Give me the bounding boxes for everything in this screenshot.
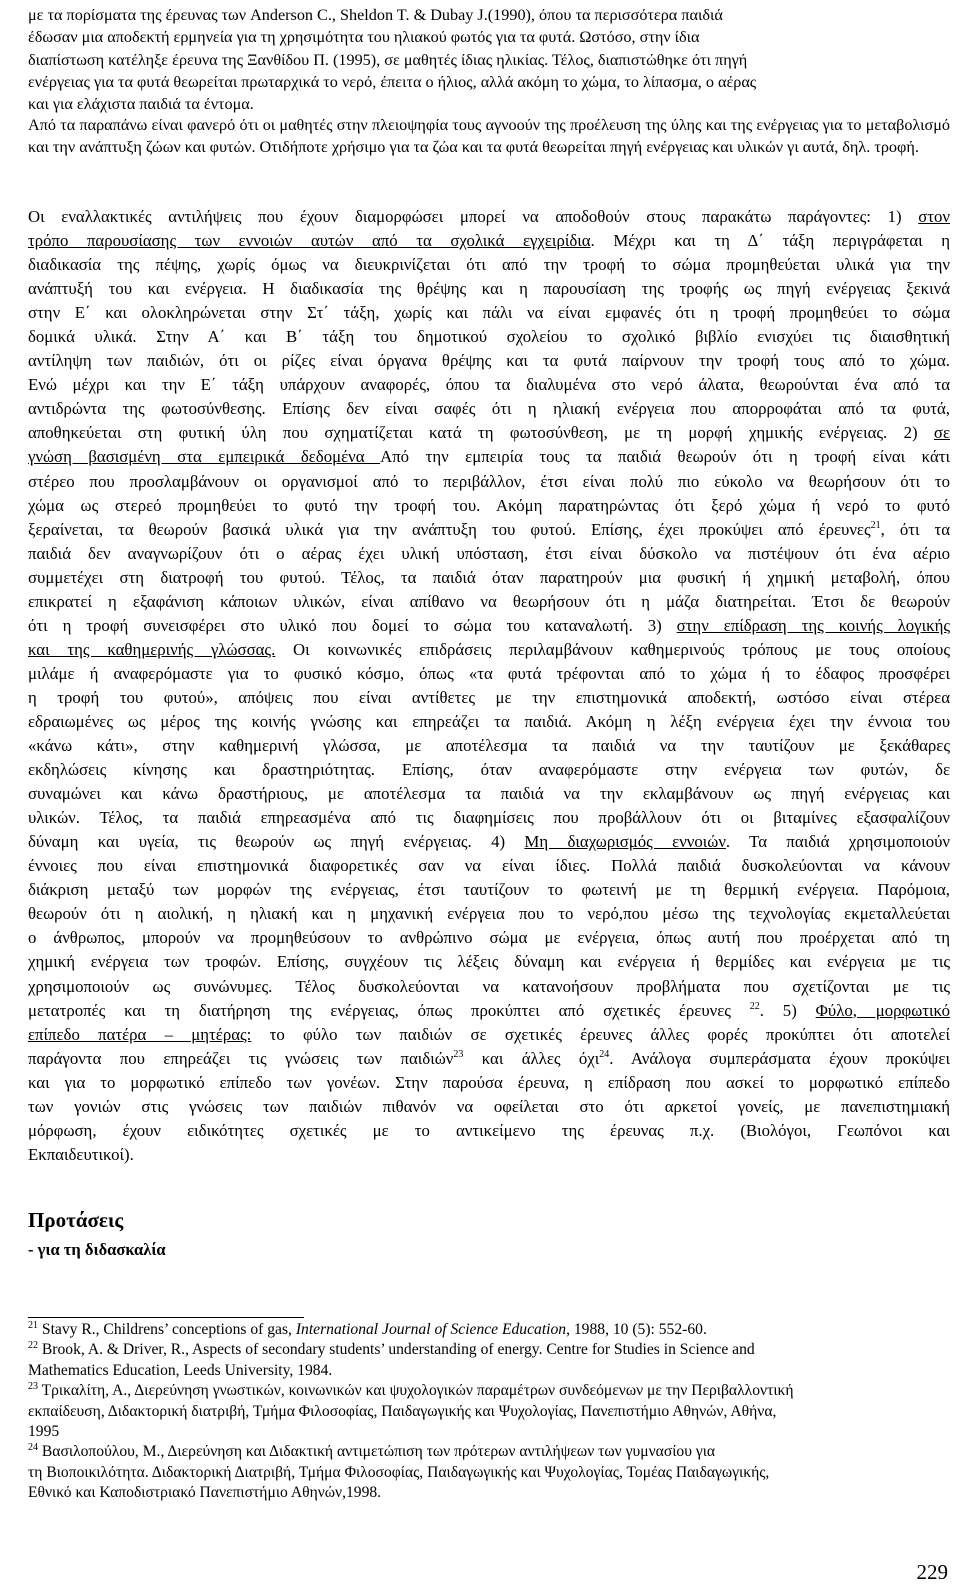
underlined-phrase: Μη διαχωρισμός εννοιών — [524, 832, 726, 852]
footnotes — [28, 1320, 950, 1504]
page-number: 229 — [916, 1560, 948, 1584]
footnote-21: $^{21}$ Stavy R., Childrens’ conceptions of gas, International Journal of Science Education, 1988, 10 (5): 552-60. — [28, 1320, 707, 1338]
footnote-24: $^{24}$ Βασιλοπούλου, Μ., Διερεύνηση και Διδακτική αντιμετώπιση των πρότερων αντιλήψεων των γυμνασίου για τη Βιοποικιλότητα. Διδακτορική Διατριβή, Τμήμα Φιλοσοφίας, Παιδαγωγικής και Ψυχολογίας, Τομέας Παιδαγωγικής, Εθνικό και Καποδιστριακό Πανεπιστήμιο Αθηνών,1998. — [28, 1442, 770, 1502]
underlined-phrase: γνώση βασισμένη στα εμπειρικά δεδομένα — [28, 447, 381, 467]
underlined-phrase: σε — [933, 423, 950, 443]
footnote-ref[interactable]: 23 — [453, 1048, 464, 1060]
factors-paragraph: Οι εναλλακτικές αντιλήψεις που έχουν διαμορφώσει μπορεί να αποδοθούν στους παρακάτω παράγοντες: 1) στον τρόπο παρουσίασης των εννοιών αυτών από τα σχολικά εγχειρίδια. Μέχρι και τη Δ΄ τάξη περιγράφεται η διαδικασία της πέψης, χωρίς όμως να διευκρινίζεται ότι από την τροφή το σώμα προμηθεύεται υλικά για την ανάπτυξή του και ενέργεια. Η διαδικασία της θρέψης και η παρουσίαση της τροφής ως πηγή ενέργειας ξεκινά στην Ε΄ και ολοκληρώνεται στην Στ΄ τάξη, χωρίς και πάλι να είναι εμφανές ότι η τροφή προμηθεύει το σώμα δομικά υλικά. Στην Α΄ και Β΄ τάξη του δημοτικού σχολείου το σχολικό βιβλίο ενισχύει τις διαισθητική αντίληψη των παιδιών, ότι οι ρίζες είναι όργανα θρέψης και τα φυτά παίρνουν την τροφή τους από το χώμα. Ενώ μέχρι και την Ε΄ τάξη υπάρχουν αναφορές, όπου τα διαλυμένα στο νερό άλατα, θεωρούνται ένα από τα αντιδρώντα της φωτοσύνθεσης. Επίσης δεν είναι σαφές ότι η ηλιακή ενέργεια που απορροφάται από τα φυτά, αποθηκεύεται στη φυτική ύλη που σχηματίζεται κατά τη φωτοσύνθεση, με τη μορφή χημικής ενέργειας. 2) σε γνώση βασισμένη στα εμπειρικά δεδομένα Από την εμπειρία τους τα παιδιά θεωρούν ότι η τροφή είναι κάτι στέρεο που προσλαμβάνουν οι οργανισμοί από το περιβάλλον, έτσι είναι πολύ πιο εύκολο να θεωρήσουν ότι το χώμα ως στερεό προμηθεύει το φυτό την τροφή του. Ακόμη παρατηρώντας ότι ξερό χώμα ή νερό το φυτό ξεραίνεται, τα θεωρούν βασικά υλικά για την ανάπτυξη του φυτού. Επίσης, έχει προκύψει από έρευνες$^{21}$, ότι τα παιδιά δεν αναγνωρίζουν ότι ο αέρας έχει υλική υπόσταση, έτσι είναι δύσκολο να πιστέψουν ότι ένα αέριο συμμετέχει στη διατροφή του φυτού. Τέλος, τα παιδιά όταν παρατηρούν μια φυσική ή χημική μεταβολή, όπου επικρατεί η εξαφάνιση κάποιων υλικών, είναι απίθανο να θεωρήσουν ότι η μάζα διατηρείται. Έτσι δε θεωρούν ότι η τροφή συνεισφέρει στο υλικό που δομεί το σώμα του καταναλωτή. 3) στην επίδραση της κοινής λογικής και της καθημερινής γλώσσας. Οι κοινωνικές επιδράσεις περιλαμβάνουν καθημερινούς τρόπους με τους οποίους μιλάμε ή αναφερόμαστε για το φυσικό κόσμο, όπως «τα φυτά τρέφονται από το χώμα ή το έδαφος προσφέρει η τροφή του φυτού», απόψεις που είναι αντίθετες με την επιστημονικά αποδεκτή, ωστόσο είναι στέρεα εδραιωμένες ως μέρος της κοινής γνώσης και επηρεάζει τα παιδιά. Ακόμη η λέξη ενέργεια έχει την έννοια του «κάνω κάτι», στην καθημερινή γλώσσα, με αποτέλεσμα τα παιδιά να την ταυτίζουν με ξεκάθαρες εκδηλώσεις κίνησης και δραστηριότητας. Επίσης, όταν αναφερόμαστε στην ενέργεια των φυτών, δε συναμώνει και κάνω δραστήριους, με αποτέλεσμα τα παιδιά να την εκλαμβάνουν ως πηγή ενέργειας και υλικών. Τέλος, τα παιδιά επηρεασμένα από τις διαφημίσεις που προβάλλουν ότι οι βιταμίνες εξασφαλίζουν δύναμη και υγεία, τις θεωρούν ως πηγή ενέργειας. 4) Μη διαχωρισμός εννοιών. Τα παιδιά χρησιμοποιούν έννοιες που είναι επιστημονικά διαφορετικές σαν να είναι ίδιες. Πολλά παιδιά δυσκολεύονται να κάνουν διάκριση μεταξύ των μορφών της ενέργειας, έτσι ταυτίζουν το φωτεινή με τη θερμική ενέργεια. Παρόμοια, θεωρούν ότι η αιολική, η ηλιακή και η μηχανική ενέργεια που το νερό,που μέσω της τεχνολογίας εκμεταλλεύεται ο άνθρωπος, μπορούν να προμηθεύσουν το ανθρώπινο σώμα με ενέργεια, όπως αυτή που προέρχεται από τη χημική ενέργεια των τροφών. Επίσης, συγχέουν τις λέξεις δύναμη και ενέργεια ή θερμίδες και ενέργεια με τις χρησιμοποιούν ως συνώνυμες. Τέλος δυσκολεύονται να κατανοήσουν προβλήματα που σχετίζονται με τις μετατροπές και τη διατήρηση της ενέργειας, όπως προκύπτει από σχετικές έρευνες $^{22}$. 5) Φύλο, μορφωτικό επίπεδο πατέρα – μητέρας: το φύλο των παιδιών σε σχετικές έρευνες άλλες φορές προκύπτει ότι αποτελεί παράγοντα που επηρεάζει τις γνώσεις των παιδιών$^{23}$ και άλλες όχι$^{24}$. Ανάλογα συμπεράσματα έχουν προκύψει και για το μορφωτικό επίπεδο των γονέων. Στην παρούσα έρευνα, η επίδραση που ασκεί το μορφωτικό επίπεδο των γονιών στις γνώσεις των παιδιών πιθανόν να οφείλεται στο ότι αρκετοί γονείς, με πανεπιστημιακή μόρφωση, έχουν ειδικότητες σχετικές με το αντικείμενο της έρευνας π.χ. (Βιολόγοι, Γεωπόνοι και Εκπαιδευτικοί). — [28, 207, 950, 1164]
intro-paragraph — [28, 4, 948, 115]
intro-line: διαπίστωση κατέληξε έρευνα της Ξανθίδου Π. (1995), σε μαθητές ίδιας ηλικίας. Τέλος, διαπιστώθηκε ότι πηγή — [28, 50, 748, 69]
intro-line: ενέργειας για τα φυτά θεωρείται πρωταρχικά το νερό, έπειτα ο ήλιος, αλλά ακόμη το χώμα, το λίπασμα, ο αέρας — [28, 72, 757, 91]
intro-line: με τα πορίσματα της έρευνας των Anderson C., Sheldon T. & Dubay J.(1990), όπου τα περισσότερα παιδιά — [28, 6, 723, 24]
intro-line: και για ελάχιστα παιδιά τα έντομα. — [28, 95, 254, 114]
underlined-phrase: και της καθημερινής γλώσσας. — [28, 639, 276, 659]
summary-paragraph: Από τα παραπάνω είναι φανερό ότι οι μαθητές στην πλειοψηφία τους αγνοούν της προέλευση της ύλης και της ενέργειας για το μεταβολισμό και την ανάπτυξη ζώων και φυτών. Οτιδήποτε χρήσιμο για τα ζώα και τα φυτά θεωρείται πηγή ενέργειας και υλικών γι αυτά, δηλ. τροφή. — [28, 116, 950, 157]
section-heading: Προτάσεις — [28, 1208, 124, 1232]
footnote-22: $^{22}$ Brook, A. & Driver, R., Aspects of secondary students’ understanding of energy. Centre for Studies in Science and Mathematics Education, Leeds University, 1984. — [28, 1340, 755, 1379]
underlined-phrase: Φύλο, μορφωτικό — [815, 1000, 950, 1020]
section-subheading: - για τη διδασκαλία — [28, 1240, 166, 1259]
intro-line: έδωσαν μια αποδεκτή ερμηνεία για τη χρησιμότητα του ηλιακού φωτός για τα φυτά. Ωστόσο, στην ίδια — [28, 28, 700, 47]
footnote-ref[interactable]: 24 — [599, 1048, 610, 1060]
footnote-ref[interactable]: 21 — [870, 519, 881, 531]
underlined-phrase: τρόπο παρουσίασης των εννοιών αυτών από τα σχολικά εγχειρίδια — [28, 231, 591, 251]
underlined-phrase: στον — [918, 207, 950, 226]
underlined-phrase: στην επίδραση της κοινής λογικής — [676, 615, 950, 635]
footnote-ref[interactable]: 22 — [749, 1000, 760, 1012]
underlined-phrase: επίπεδο πατέρα – μητέρας: — [28, 1024, 252, 1044]
footnote-separator — [28, 1317, 304, 1318]
footnote-23: $^{23}$ Τρικαλίτη, Α., Διερεύνηση γνωστικών, κοινωνικών και ψυχολογικών παραμέτρων συνδεόμενων με την Περιβαλλοντική εκπαίδευση, Διδακτορική διατριβή, Τμήμα Φιλοσοφίας, Παιδαγωγικής και Ψυχολογίας, Πανεπιστήμιο Αθηνών, Αθήνα, 1995 — [28, 1381, 794, 1441]
